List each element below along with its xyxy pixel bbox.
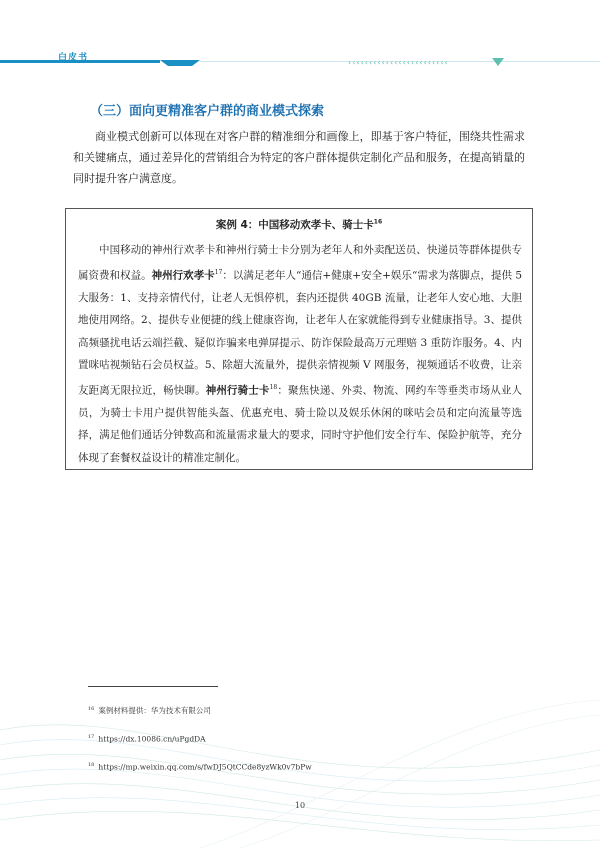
case-title — [66, 217, 532, 232]
footnote-18 — [88, 762, 312, 772]
case-title-text: 案例 4：中国移动欢孝卡、骑士卡 — [215, 219, 374, 231]
case-intro-text: 中国移动的神州行欢孝卡和神州行骑士卡分别为老年人和外卖配送员、快递员等群体提供专属资费和权益。 — [78, 244, 522, 281]
card1-description: ：以满足老年人“通信+健康+安全+娱乐“需求为落脚点，提供 5 大服务：1、支持亲情代付，让老人无惧停机，套内还提供 40GB 流量，让老年人安心地、大胆地使用网络。2、提供专业便捷的线上健康咨询，让老年人在家就能得到专业健康指导。3、提供高频骚扰电话云端拦截、疑似诈骗来电弹屏提示、防诈保险最高万元理赔 3 重防诈服务。4、内置咪咕视频钻石会员权益。5、除超大流量外，提供亲情视频 V 网服务，视频通话不收费，让亲友距离无限拉近，畅快聊。 — [78, 269, 523, 396]
card2-description: ：聚焦快递、外卖、物流、网约车等垂类市场从业人员，为骑士卡用户提供智能头盔、优惠充电、骑士险以及娱乐休闲的咪咕会员和定向流量等选择，满足他们通话分钟数高和流量需求量大的要求，同时守护他们安全行车、保险护航等，充分体现了套餐权益设计的精准定制化。 — [78, 384, 523, 464]
intro-paragraph: 商业模式创新可以体现在对客户群的精准细分和画像上，即基于客户特征，围绕共性需求和关键痛点，通过差异化的营销组合为特定的客户群体提供定制化产品和服务，在提高销量的同时提升客户满意度。 — [73, 130, 525, 185]
footnote-link[interactable]: https://mp.weixin.qq.com/s/fwDJ5QtCCde8yzWk0v7bPw — [98, 762, 312, 772]
card1-footnote-ref: 17 — [214, 268, 223, 276]
header-decor-bar — [0, 60, 600, 66]
footnote-17 — [88, 734, 206, 744]
card2-footnote-ref: 18 — [269, 383, 278, 391]
footnote-16 — [88, 705, 211, 716]
section-title: （三）面向更精准客户群的商业模式探索 — [90, 104, 325, 119]
page-header — [0, 0, 600, 80]
footnote-number: 16 — [88, 705, 95, 712]
footnote-divider — [88, 686, 218, 687]
card1-name: 神州行欢孝卡 — [151, 269, 215, 281]
page-number: 10 — [294, 801, 306, 810]
footnote-link[interactable]: https://dx.10086.cn/uPgdDA — [98, 734, 206, 744]
arrow-decor-icon — [492, 58, 504, 66]
footnote-text: 案例材料提供：华为技术有限公司 — [98, 706, 211, 715]
card2-name: 神州行骑士卡 — [205, 384, 270, 396]
footnote-number: 17 — [88, 734, 95, 740]
header-tag: 白皮书 — [58, 53, 89, 63]
footnote-number: 18 — [88, 762, 95, 768]
case-title-footnote-ref: 16 — [373, 218, 383, 226]
chevron-decor-icon: ‹‹‹‹‹‹‹‹‹‹‹‹‹‹‹‹‹‹‹‹‹‹‹‹ — [348, 58, 449, 67]
case-box — [65, 208, 533, 470]
case-body — [78, 239, 522, 469]
